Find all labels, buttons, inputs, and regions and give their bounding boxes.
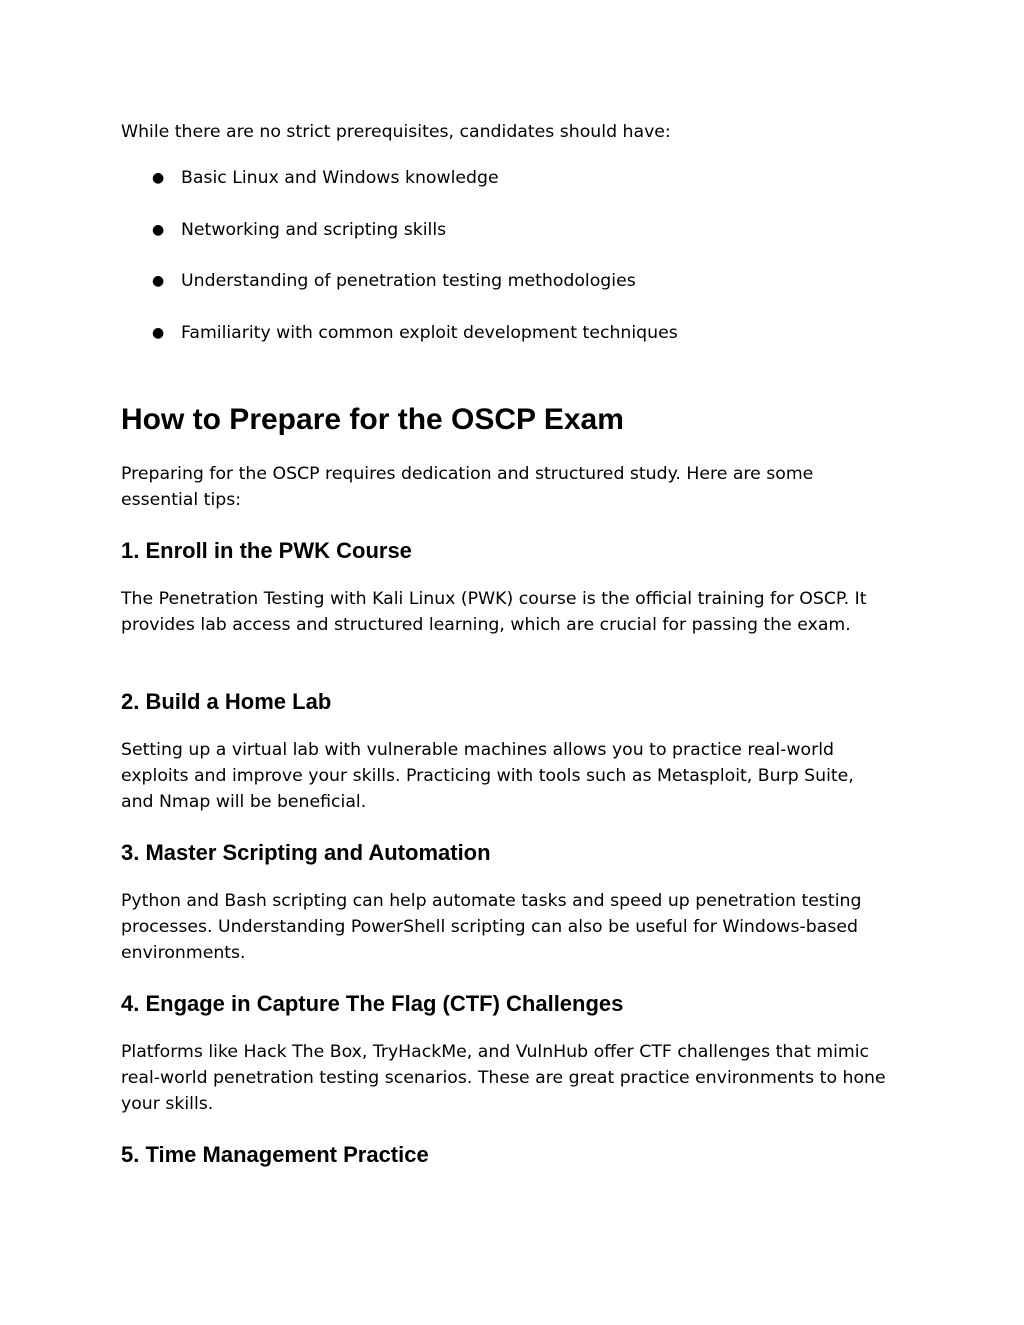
section-heading-time-management: 5. Time Management Practice <box>121 1142 429 1167</box>
section-body-ctf: Platforms like Hack The Box, TryHackMe, and VulnHub offer CTF challenges that mimic real-world penetration testing scenarios. These are great practice environments to hone your skills. <box>121 1042 886 1114</box>
heading-paragraph: Preparing for the OSCP requires dedication and structured study. Here are some essential tips: <box>121 464 814 510</box>
section-heading-ctf: 4. Engage in Capture The Flag (CTF) Challenges <box>121 991 624 1016</box>
list-item <box>121 269 678 293</box>
bullet-icon: ● <box>152 221 165 238</box>
intro-paragraph: While there are no strict prerequisites, candidates should have: <box>121 122 671 142</box>
bullet-icon: ● <box>152 273 165 289</box>
list-item-text: Familiarity with common exploit development techniques <box>181 322 678 343</box>
section-heading-scripting: 3. Master Scripting and Automation <box>121 840 491 865</box>
list-item-text: Networking and scripting skills <box>181 219 447 240</box>
list-item <box>121 218 678 242</box>
list-item <box>121 321 678 345</box>
list-item-text: Basic Linux and Windows knowledge <box>181 168 499 188</box>
prerequisites-list <box>121 166 678 372</box>
list-item-text: Understanding of penetration testing methodologies <box>181 271 636 291</box>
section-body-pwk: The Penetration Testing with Kali Linux (PWK) course is the official training for OSCP. It provides lab access and structured learning, which are crucial for passing the exam. <box>121 589 867 635</box>
section-body-scripting: Python and Bash scripting can help automate tasks and speed up penetration testing processes. Understanding PowerShell scripting can also be useful for Windows-based environments. <box>121 891 862 963</box>
page-heading: How to Prepare for the OSCP Exam <box>121 403 624 436</box>
section-heading-pwk: 1. Enroll in the PWK Course <box>121 538 412 563</box>
bullet-icon: ● <box>152 170 165 186</box>
section-heading-home-lab: 2. Build a Home Lab <box>121 689 332 714</box>
list-item <box>121 166 678 190</box>
section-body-home-lab: Setting up a virtual lab with vulnerable machines allows you to practice real-world exploits and improve your skills. Practicing with tools such as Metasploit, Burp Suite, and Nmap will be beneficial. <box>121 740 854 812</box>
bullet-icon: ● <box>152 324 165 341</box>
